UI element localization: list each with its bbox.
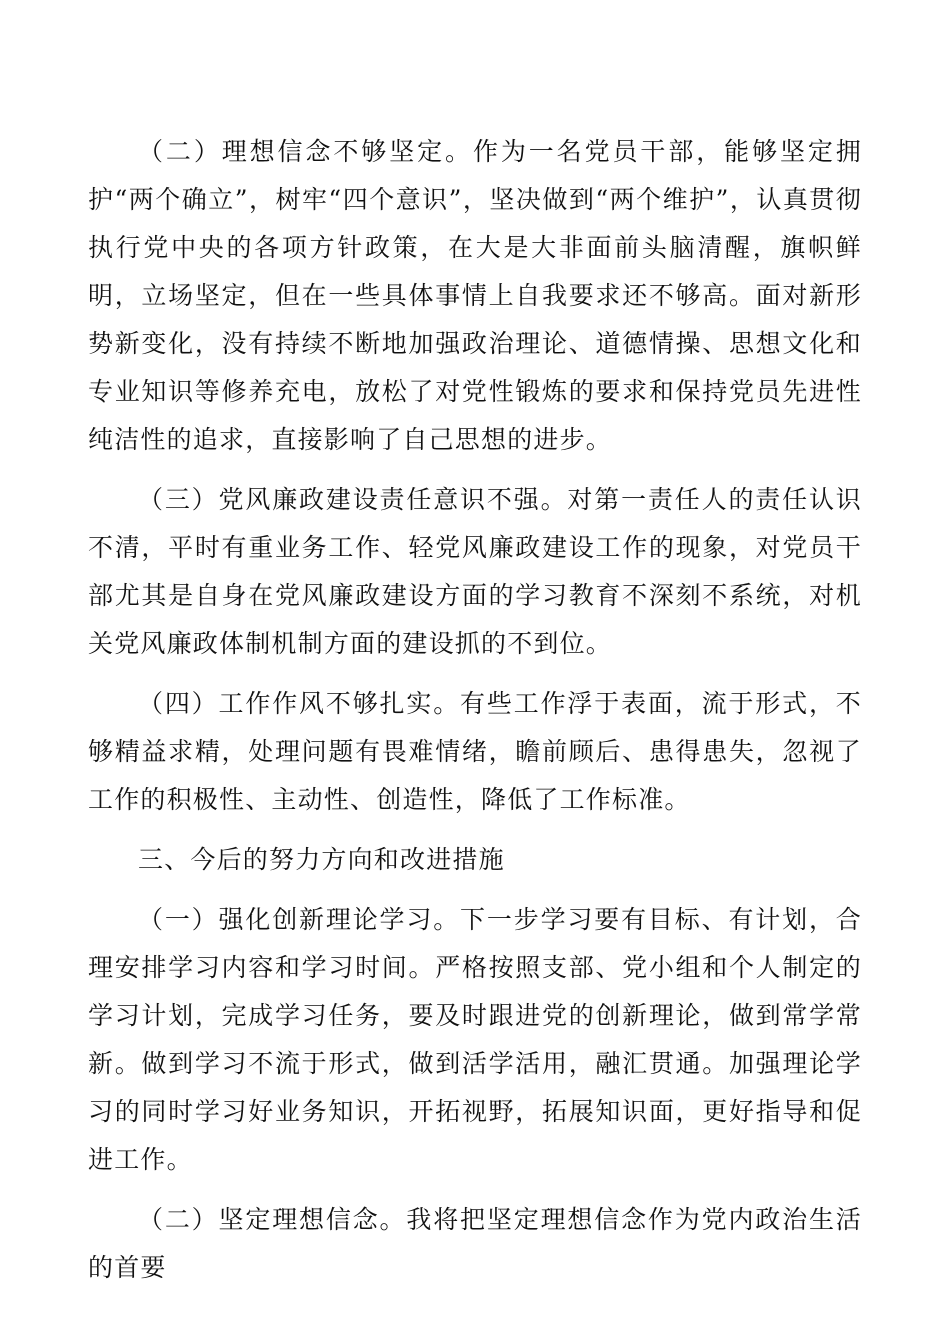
paragraph-ideals-beliefs: （二）理想信念不够坚定。作为一名党员干部，能够坚定拥护“两个确立”，树牢“四个意识”，坚决做到“两个维护”，认真贯彻执行党中央的各项方针政策，在大是大非面前头脑清醒，旗帜鲜明，立场坚定，但在一些具体事情上自我要求还不够高。面对新形势新变化，没有持续不断地加强政治理论、道德情操、思想文化和专业知识等修养充电，放松了对党性锻炼的要求和保持党员先进性纯洁性的追求，直接影响了自己思想的进步。: [88, 137, 862, 454]
document-body: [88, 128, 862, 1304]
paragraph-firm-beliefs: （二）坚定理想信念。我将把坚定理想信念作为党内政治生活的首要: [88, 1205, 862, 1282]
paragraph-theory-study: （一）强化创新理论学习。下一步学习要有目标、有计划，合理安排学习内容和学习时间。严格按照支部、党小组和个人制定的学习计划，完成学习任务，要及时跟进党的创新理论，做到常学常新。做到学习不流于形式，做到活学活用，融汇贯通。加强理论学习的同时学习好业务知识，开拓视野，拓展知识面，更好指导和促进工作。: [88, 905, 862, 1174]
paragraph-integrity-responsibility: （三）党风廉政建设责任意识不强。对第一责任人的责任认识不清，平时有重业务工作、轻党风廉政建设工作的现象，对党员干部尤其是自身在党风廉政建设方面的学习教育不深刻不系统，对机关党风廉政体制机制方面的建设抓的不到位。: [88, 485, 862, 658]
section-heading-improvement-measures: 三、今后的努力方向和改进措施: [138, 845, 505, 874]
paragraph-work-style: （四）工作作风不够扎实。有些工作浮于表面，流于形式，不够精益求精，处理问题有畏难情绪，瞻前顾后、患得患失，忽视了工作的积极性、主动性、创造性，降低了工作标准。: [88, 689, 862, 814]
